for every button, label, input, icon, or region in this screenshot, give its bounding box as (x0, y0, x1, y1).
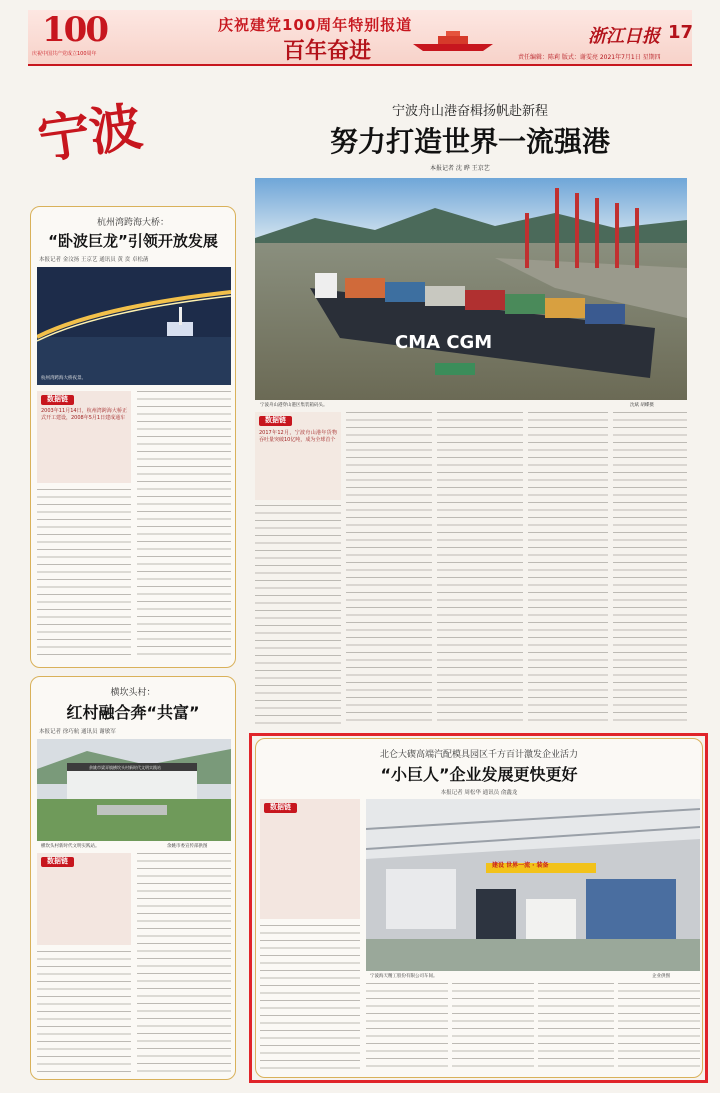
centenary-logo (32, 12, 124, 60)
masthead-title: 百年奋进 (283, 38, 372, 64)
main-kicker: 宁波舟山港奋楫扬帆赴新程 (391, 104, 548, 119)
beilun-headline: “小巨人”企业发展更快更好 (380, 765, 578, 784)
main-data-tag: 数据链 (259, 416, 292, 426)
main-text-col-4 (528, 412, 608, 725)
hangzhou-kicker: 杭州湾跨海大桥： (96, 218, 169, 228)
red-boat-icon (408, 30, 498, 52)
hengkan-text-col-2 (137, 853, 231, 1073)
factory-sign: 建设 世界一流 · 装备 (492, 862, 549, 869)
factory-photo-caption: 宁波海天精工股份有限公司车间。 (370, 974, 438, 979)
village-photo-caption: 横坎头村新时代文明实践站。 (41, 844, 100, 849)
bridge-photo-caption: 杭州湾跨海大桥夜景。 (41, 376, 86, 381)
port-photo-caption: 宁波舟山港穿山港区集装箱码头。 (260, 403, 328, 408)
main-text-col-3 (437, 412, 523, 725)
hengkan-data-box (37, 853, 131, 945)
main-headline: 努力打造世界一流强港 (329, 125, 610, 158)
section-char: 宁波 (34, 96, 146, 171)
main-text-col-1 (255, 505, 341, 725)
paper-name: 浙江日报 (588, 26, 660, 47)
main-data-text: 2017年12月，宁波舟山港年货物吞吐量突破10亿吨，成为全球首个 (259, 429, 337, 443)
bridge-photo (37, 267, 231, 385)
hengkan-data-tag: 数据链 (41, 857, 74, 867)
hengkantou-article (30, 676, 236, 1080)
hangzhou-headline: “卧波巨龙”引领开放发展 (48, 232, 218, 250)
beilun-byline: 本报记者 周松华 通讯员 俞鑫龙 (440, 790, 518, 796)
port-photo-credit: 沈斌 胡蝶摄 (630, 403, 654, 408)
hangzhou-data-box (37, 391, 131, 483)
main-byline: 本报记者 沈 晔 王京艺 (430, 165, 490, 172)
hengkan-headline: 红村融合奔“共富” (66, 703, 200, 722)
factory-photo-credit: 企业供图 (652, 974, 670, 979)
main-data-box (255, 412, 341, 500)
hangzhou-text-col-1 (37, 489, 131, 661)
village-photo (37, 739, 231, 841)
masthead-subtitle: 庆祝建党100周年特别报道 (218, 16, 413, 34)
main-text-col-2 (346, 412, 432, 725)
hangzhou-byline: 本报记者 金汶扬 王京艺 通讯员 黄 贲 卓松菡 (39, 257, 149, 263)
logo-number: 100 (42, 10, 107, 50)
beilun-data-tag: 数据链 (264, 803, 297, 813)
highlight-frame (249, 733, 708, 1083)
village-photo-credit: 余姚市委宣传部供图 (167, 844, 208, 849)
hengkan-kicker: 横坎头村： (110, 688, 156, 698)
hangzhou-text-col-2 (137, 391, 231, 661)
masthead (28, 10, 692, 66)
port-photo (255, 178, 687, 400)
beilun-kicker: 北仑大碶高端汽配模具园区千方百计激发企业活力 (379, 750, 578, 760)
hangzhou-bay-article (30, 206, 236, 668)
hengkan-text-col-1 (37, 951, 131, 1073)
main-text-col-5 (613, 412, 687, 725)
village-building-sign: 余姚市梁弄镇横坎头村新时代文明实践站 (89, 765, 161, 770)
hengkan-byline: 本报记者 徐巧航 通讯员 谢敏军 (39, 729, 116, 735)
issue-line: 责任编辑：陈莉 版式：谢雯亮 2021年7月1日 星期四 (518, 54, 661, 61)
ship-hull-text: CMA CGM (395, 332, 493, 353)
hangzhou-data-text: 2003年11月14日，杭州湾跨海大桥正式开工建设，2008年5月1日建成通车 (41, 407, 127, 421)
logo-caption: 庆祝中国共产党成立100周年 (32, 51, 97, 57)
hangzhou-data-tag: 数据链 (41, 395, 74, 405)
page-number: 17 (668, 22, 694, 43)
